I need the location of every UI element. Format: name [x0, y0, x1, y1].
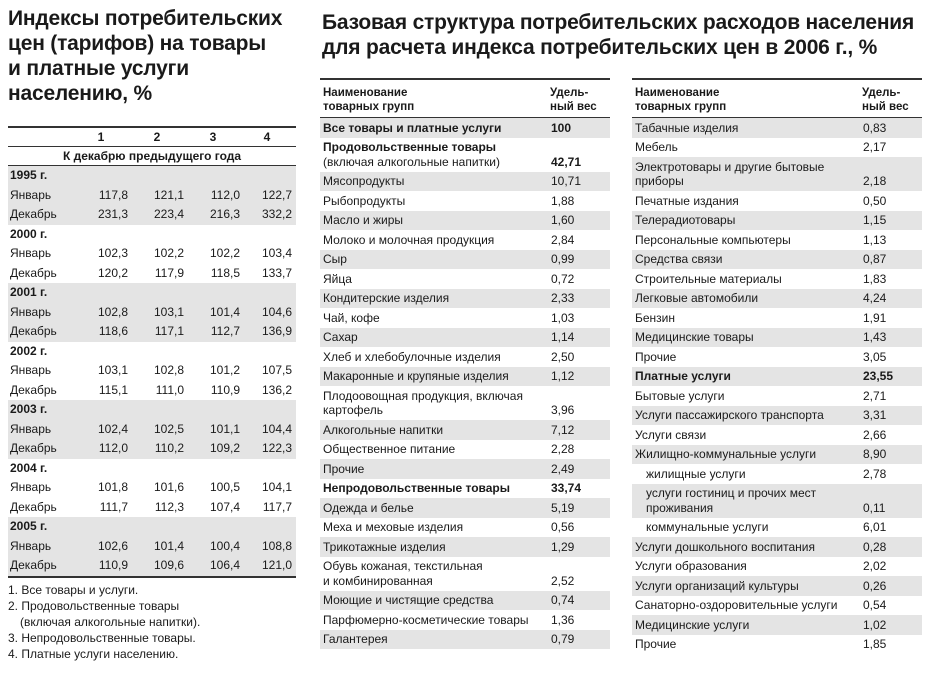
table-row [632, 118, 922, 138]
weight-value: 1,13 [863, 232, 887, 247]
expenditure-table-body [632, 118, 922, 654]
weight-value: 0,79 [551, 632, 575, 646]
table-row [632, 537, 922, 557]
table-row [320, 386, 610, 420]
index-value: 101,2 [209, 363, 240, 377]
index-value: 102,8 [153, 363, 184, 377]
group-name: Телерадиотовары [635, 213, 736, 227]
table-row [320, 591, 610, 611]
table-row [320, 328, 610, 348]
index-value: 101,6 [153, 480, 184, 494]
group-name: Галантерея [323, 632, 388, 646]
weight-value: 2,49 [551, 461, 575, 476]
group-name: Молоко и молочная продукция [323, 232, 495, 247]
weight-value: 1,88 [551, 193, 575, 208]
table-row [632, 615, 922, 635]
group-name: Плодоовощная продукция, включая картофель [323, 388, 523, 417]
table-row [8, 322, 296, 342]
index-value: 103,4 [261, 246, 292, 260]
year-label: 2003 г. [10, 402, 48, 416]
table-row [8, 244, 296, 264]
year-label: 2000 г. [10, 226, 48, 241]
weight-value: 2,33 [551, 291, 575, 305]
index-value: 117,1 [154, 324, 184, 338]
left-title-line: населению, % [8, 82, 152, 105]
table-row [8, 264, 296, 284]
group-name: Услуги пассажирского транспорта [635, 408, 824, 422]
weight-value: 0,74 [551, 593, 575, 607]
month-label: Январь [10, 304, 52, 319]
cpi-table-subheader: К декабрю предыдущего года [8, 146, 296, 166]
group-name: Макаронные и крупяные изделия [323, 369, 509, 383]
index-value: 231,3 [97, 207, 128, 221]
year-label: 2002 г. [10, 343, 48, 358]
index-value: 102,2 [209, 246, 240, 260]
table-row [320, 230, 610, 250]
group-name: Мебель [635, 140, 678, 154]
group-name: Яйца [323, 271, 352, 286]
month-label: Декабрь [10, 382, 57, 397]
table-row [632, 445, 922, 465]
weight-value: 0,72 [551, 271, 575, 286]
index-value: 112,0 [210, 187, 240, 202]
table-row [632, 191, 922, 211]
index-value: 117,7 [262, 499, 292, 514]
group-name: Алкогольные напитки [323, 422, 444, 437]
table-row [8, 439, 296, 459]
table-row [632, 367, 922, 387]
table-row [632, 596, 922, 616]
right-title-line: для расчета индекса потребительских цен в 2006 г., % [322, 36, 878, 59]
table-row [8, 303, 296, 323]
table-row [632, 635, 922, 655]
group-name: Прочие [635, 637, 677, 651]
table-row [632, 425, 922, 445]
left-title [8, 6, 298, 106]
index-value: 101,4 [153, 538, 184, 553]
weight-value: 1,83 [863, 271, 887, 286]
table-row [320, 250, 610, 270]
weight-value: 2,78 [863, 466, 887, 481]
table-row [320, 537, 610, 557]
index-value: 101,8 [97, 480, 128, 494]
year-row [8, 342, 296, 362]
table-row [320, 459, 610, 479]
weight-value: 2,50 [551, 349, 575, 364]
index-value: 107,4 [209, 499, 240, 514]
index-value: 102,2 [153, 246, 184, 260]
column-header: 1 [97, 130, 105, 144]
weight-value: 7,12 [551, 422, 575, 437]
group-name: жилищные услуги [646, 466, 746, 481]
weight-value: 1,03 [551, 310, 575, 325]
group-name: Прочие [635, 349, 677, 364]
weight-value: 6,01 [863, 520, 887, 534]
right-title-line: Базовая структура потребительских расходов населения [322, 11, 915, 34]
year-row [8, 400, 296, 420]
group-name: Непродовольственные товары [323, 481, 511, 495]
index-value: 101,4 [209, 304, 240, 319]
weight-value: 4,24 [863, 291, 887, 305]
index-value: 108,8 [261, 538, 292, 553]
weight-value: 2,52 [551, 573, 575, 588]
group-name: Медицинские товары [635, 330, 754, 344]
table-row [320, 420, 610, 440]
group-name: Общественное питание [323, 442, 456, 456]
weight-value: 42,71 [551, 154, 582, 169]
month-label: Декабрь [10, 499, 57, 514]
group-name: Трикотажные изделия [323, 539, 446, 554]
year-row [8, 166, 296, 186]
weight-value: 1,02 [863, 617, 887, 632]
weight-value: 2,84 [551, 232, 575, 247]
table-row [632, 157, 922, 191]
group-name: Легковые автомобили [635, 291, 759, 305]
index-value: 118,5 [210, 265, 240, 280]
right-title [322, 10, 922, 60]
index-value: 122,7 [261, 187, 292, 202]
group-name: Электротовары и другие бытовые приборы [635, 159, 825, 188]
weight-value: 1,60 [551, 213, 575, 227]
table-row [632, 484, 922, 518]
weight-value: 23,55 [863, 369, 894, 383]
year-label: 2001 г. [10, 285, 48, 299]
group-name: Меха и меховые изделия [323, 520, 464, 534]
index-value: 102,4 [97, 421, 128, 436]
month-label: Январь [10, 538, 52, 553]
index-value: 120,2 [97, 265, 128, 280]
group-name: услуги гостиниц и прочих мест проживания [646, 486, 817, 515]
table-row [320, 479, 610, 499]
left-title-line: цен (тарифов) на товары [8, 32, 266, 55]
weight-value: 0,87 [863, 252, 887, 266]
table-row [320, 518, 610, 538]
index-value: 117,8 [98, 187, 128, 202]
table-row [632, 308, 922, 328]
month-label: Январь [10, 421, 52, 436]
index-value: 332,2 [261, 207, 292, 221]
cpi-table-body [8, 165, 296, 578]
table-row [320, 347, 610, 367]
index-value: 109,2 [209, 441, 240, 455]
left-title-line: Индексы потребительских [8, 7, 283, 30]
group-name: Услуги организаций культуры [635, 578, 799, 593]
month-label: Декабрь [10, 441, 57, 455]
header-weight: Удель- ный вес [550, 87, 597, 113]
index-value: 104,6 [261, 304, 292, 319]
footnotes [8, 582, 298, 662]
expenditure-table-left [320, 78, 610, 649]
group-name: Услуги образования [635, 559, 747, 573]
group-name: коммунальные услуги [646, 520, 769, 534]
table-row [320, 138, 610, 172]
weight-value: 0,54 [863, 598, 887, 612]
group-name: Одежда и белье [323, 500, 414, 515]
group-name-main: Продовольственные товары [323, 140, 497, 154]
table-row [632, 406, 922, 426]
index-value: 104,1 [261, 480, 292, 494]
index-value: 102,3 [97, 246, 128, 260]
index-value: 110,9 [98, 558, 128, 572]
group-name: Табачные изделия [635, 120, 739, 135]
weight-value: 1,43 [863, 330, 887, 344]
table-row [632, 328, 922, 348]
weight-value: 2,28 [551, 442, 575, 456]
weight-value: 3,05 [863, 349, 887, 364]
expenditure-table-right [632, 78, 922, 654]
table-row [320, 367, 610, 387]
group-name: Чай, кофе [323, 310, 380, 325]
month-label: Декабрь [10, 324, 57, 338]
index-value: 136,2 [261, 382, 292, 397]
weight-value: 1,36 [551, 612, 575, 627]
group-name: Персональные компьютеры [635, 232, 791, 247]
weight-value: 100 [551, 120, 572, 135]
group-name: Хлеб и хлебобулочные изделия [323, 349, 501, 364]
group-name: Моющие и чистящие средства [323, 593, 494, 607]
index-value: 118,6 [98, 324, 128, 338]
weight-value: 0,11 [863, 500, 886, 515]
group-name: Средства связи [635, 252, 723, 266]
index-value: 121,0 [261, 558, 292, 572]
table-row [8, 205, 296, 225]
table-row [8, 556, 296, 576]
group-name: Услуги дошкольного воспитания [635, 539, 815, 554]
index-value: 110,9 [210, 382, 240, 397]
table-row [320, 630, 610, 650]
group-name: Платные услуги [635, 369, 731, 383]
table-row [320, 172, 610, 192]
year-label: 1995 г. [10, 168, 48, 182]
table-row [632, 289, 922, 309]
index-value: 133,7 [261, 265, 292, 280]
group-name: Строительные материалы [635, 271, 782, 286]
weight-value: 33,74 [551, 481, 582, 495]
cpi-index-table [8, 126, 296, 578]
month-label: Январь [10, 246, 52, 260]
index-value: 100,5 [209, 480, 240, 494]
group-name: Сахар [323, 330, 358, 344]
table-row [8, 537, 296, 557]
column-header: 2 [153, 130, 161, 144]
footnote: 4. Платные услуги населению. [8, 647, 179, 661]
index-value: 104,4 [261, 421, 292, 436]
group-name: Продовольственные товары (включая алкогольные напитки) [323, 140, 500, 169]
year-row [8, 225, 296, 245]
index-value: 111,0 [155, 382, 184, 397]
table-row [320, 498, 610, 518]
table-row [632, 269, 922, 289]
weight-value: 0,28 [863, 539, 887, 554]
index-value: 109,6 [153, 558, 184, 572]
group-name: Рыбопродукты [323, 193, 406, 208]
index-value: 216,3 [209, 207, 240, 221]
weight-value: 1,29 [551, 539, 575, 554]
weight-value: 5,19 [551, 500, 575, 515]
weight-value: 1,85 [863, 637, 887, 651]
weight-value: 0,56 [551, 520, 575, 534]
table-row [8, 381, 296, 401]
index-value: 136,9 [261, 324, 292, 338]
group-name: Кондитерские изделия [323, 291, 450, 305]
table-row [320, 118, 610, 138]
expenditure-table-body [320, 118, 610, 649]
table-row [632, 230, 922, 250]
weight-value: 1,14 [551, 330, 575, 344]
weight-value: 3,96 [551, 403, 575, 417]
table-row [632, 464, 922, 484]
index-value: 112,7 [210, 324, 240, 338]
table-row [320, 440, 610, 460]
footnote: 2. Продовольственные товары [8, 599, 180, 613]
index-value: 122,3 [261, 441, 292, 455]
group-name: Обувь кожаная, текстильная и комбинированная [323, 559, 483, 588]
table-row [8, 361, 296, 381]
month-label: Январь [10, 363, 52, 377]
index-value: 101,1 [209, 421, 240, 436]
weight-value: 8,90 [863, 447, 887, 461]
header-name: Наименование товарных групп [635, 87, 727, 113]
group-name: Жилищно-коммунальные услуги [635, 447, 817, 461]
weight-value: 2,71 [863, 388, 887, 403]
table-row [320, 557, 610, 591]
index-value: 112,0 [98, 441, 128, 455]
table-row [632, 347, 922, 367]
group-name: Прочие [323, 461, 365, 476]
index-value: 117,9 [154, 265, 184, 280]
table-row [320, 610, 610, 630]
weight-value: 2,66 [863, 427, 887, 442]
month-label: Декабрь [10, 558, 57, 572]
weight-value: 10,71 [551, 174, 582, 188]
group-name: Бензин [635, 310, 676, 325]
weight-value: 1,91 [863, 310, 887, 325]
year-row [8, 517, 296, 537]
table-row [632, 211, 922, 231]
footnote: 3. Непродовольственные товары. [8, 631, 196, 645]
footnote: (включая алкогольные напитки). [20, 615, 201, 629]
index-value: 103,1 [97, 363, 128, 377]
index-value: 107,5 [261, 363, 292, 377]
index-value: 100,4 [209, 538, 240, 553]
footnote: 1. Все товары и услуги. [8, 583, 139, 597]
group-name: Все товары и платные услуги [323, 120, 502, 135]
left-title-line: и платные услуги [8, 57, 189, 80]
index-value: 103,1 [153, 304, 184, 319]
index-value: 121,1 [153, 187, 184, 202]
table-row [8, 186, 296, 206]
expenditure-table-header [320, 78, 610, 118]
column-header: 3 [209, 130, 217, 144]
group-name: Мясопродукты [323, 174, 405, 188]
index-value: 112,3 [154, 499, 184, 514]
weight-value: 0,99 [551, 252, 575, 266]
header-weight: Удель- ный вес [862, 87, 909, 113]
table-row [320, 211, 610, 231]
year-row [8, 283, 296, 303]
weight-value: 2,17 [863, 140, 887, 154]
table-row [8, 420, 296, 440]
group-name: Услуги связи [635, 427, 707, 442]
group-name: Масло и жиры [323, 213, 404, 227]
index-value: 111,7 [99, 499, 128, 514]
table-row [632, 518, 922, 538]
weight-value: 2,02 [863, 559, 887, 573]
weight-value: 0,26 [863, 578, 887, 593]
group-name: Бытовые услуги [635, 388, 725, 403]
year-row [8, 459, 296, 479]
cpi-table-header [8, 126, 296, 146]
index-value: 102,6 [97, 538, 128, 553]
weight-value: 3,31 [863, 408, 887, 422]
year-label: 2005 г. [10, 519, 48, 533]
table-row [632, 576, 922, 596]
year-label: 2004 г. [10, 460, 48, 475]
table-row [320, 289, 610, 309]
group-name: Санаторно-оздоровительные услуги [635, 598, 838, 612]
index-value: 223,4 [153, 207, 184, 221]
header-name: Наименование товарных групп [323, 87, 415, 113]
table-row [320, 269, 610, 289]
weight-value: 1,15 [863, 213, 887, 227]
table-row [8, 498, 296, 518]
table-row [632, 557, 922, 577]
group-name: Печатные издания [635, 193, 739, 208]
index-value: 102,5 [153, 421, 184, 436]
weight-value: 0,50 [863, 193, 887, 208]
table-row [632, 250, 922, 270]
table-row [320, 308, 610, 328]
month-label: Январь [10, 187, 52, 202]
weight-value: 0,83 [863, 120, 887, 135]
group-name: Медицинские услуги [635, 617, 750, 632]
group-name: Сыр [323, 252, 347, 266]
index-value: 110,2 [154, 441, 184, 455]
table-row [8, 478, 296, 498]
column-header: 4 [263, 130, 271, 144]
table-row [320, 191, 610, 211]
index-value: 102,8 [97, 304, 128, 319]
table-row [632, 386, 922, 406]
weight-value: 2,18 [863, 174, 887, 188]
expenditure-table-header [632, 78, 922, 118]
month-label: Декабрь [10, 207, 57, 221]
table-row [632, 138, 922, 158]
month-label: Декабрь [10, 265, 57, 280]
weight-value: 1,12 [551, 369, 575, 383]
month-label: Январь [10, 480, 52, 494]
group-name: Парфюмерно-косметические товары [323, 612, 529, 627]
index-value: 115,1 [98, 382, 128, 397]
index-value: 106,4 [209, 558, 240, 572]
